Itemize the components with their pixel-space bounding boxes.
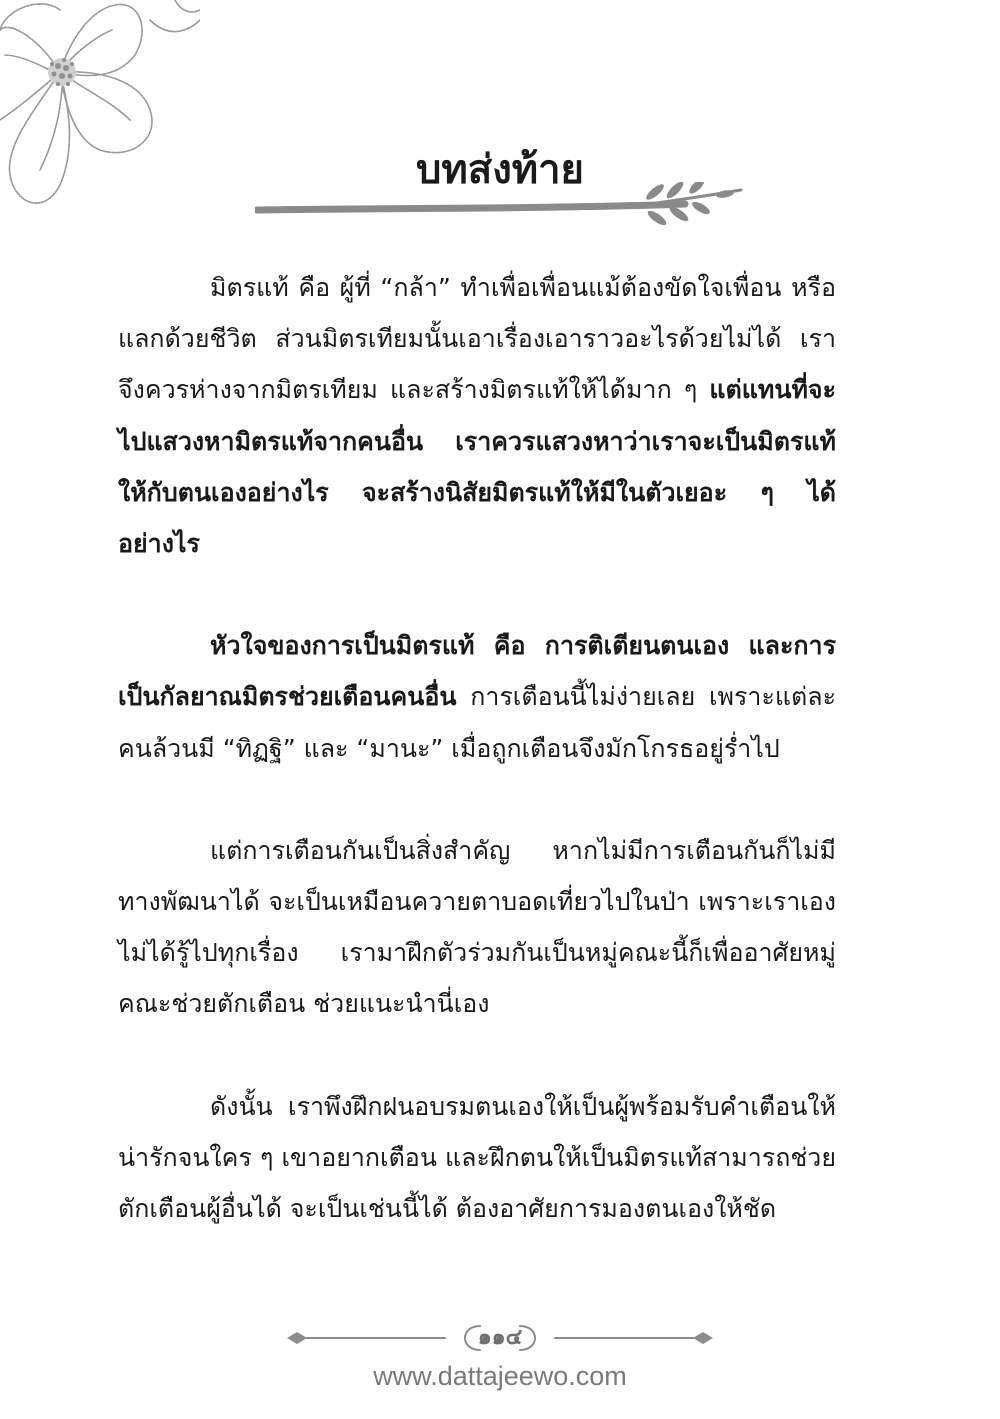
leaf-branch-ornament-icon — [255, 182, 745, 238]
page-number: ๑๑๔ — [477, 1325, 523, 1350]
paragraph-2-text: การเตือนนี้ไม่ง่ายเลย เพราะแต่ละคนล้วนมี “ทิฏฐิ” และ “มานะ” เมื่อถูกเตือนจึงมักโกรธอยู่ร่ำไป — [118, 682, 836, 763]
paragraph-1-text: มิตรแท้ คือ ผู้ที่ “กล้า” ทำเพื่อเพื่อนแม้ต้องขัดใจเพื่อน หรือแลกด้วยชีวิต ส่วนมิตรเทียมนั้นเอาเรื่องเอาราวอะไรด้วยไม่ได้ เราจึงควรห่างจากมิตรเทียม และสร้างมิตรแท้ให้ได้มาก ๆ — [118, 273, 836, 405]
paragraph-3-text: แต่การเตือนกันเป็นสิ่งสำคัญ หากไม่มีการเตือนกันก็ไม่มีทางพัฒนาได้ จะเป็นเหมือนควายตาบอดเที่ยวไปในป่า เพราะเราเองไม่ได้รู้ไปทุกเรื่อง เรามาฝึกตัวร่วมกันเป็นหมู่คณะนี้ก็เพื่ออาศัยหมู่คณะช่วยตักเตือน ช่วยแนะนำนี่เอง — [118, 835, 836, 1019]
page-title: บทส่งท้าย — [416, 147, 584, 193]
paragraph-4 — [118, 1081, 836, 1235]
paragraph-2-bold-text: หัวใจของการเป็นมิตรแท้ คือ การติเตียนตนเอง และการเป็นกัลยาณมิตรช่วยเตือนคนอื่น — [118, 631, 836, 712]
website-link[interactable]: www.dattajeewo.com — [373, 1361, 627, 1391]
paragraph-1-bold-text: แต่แทนที่จะไปแสวงหามิตรแท้จากคนอื่น เราควรแสวงหาว่าเราจะเป็นมิตรแท้ให้กับตนเองอย่างไร จะสร้างนิสัยมิตรแท้ให้มีในตัวเยอะ ๆ ได้อย่างไร — [118, 375, 836, 559]
body-content — [118, 262, 836, 1285]
paragraph-1 — [118, 262, 836, 569]
paragraph-3 — [118, 825, 836, 1030]
paragraph-2 — [118, 620, 836, 774]
paragraph-4-text: ดังนั้น เราพึงฝึกฝนอบรมตนเองให้เป็นผู้พร้อมรับคำเตือนให้น่ารักจนใคร ๆ เขาอยากเตือน และฝึกตนให้เป็นมิตรแท้สามารถช่วยตักเตือนผู้อื่นได้ จะเป็นเช่นนี้ได้ ต้องอาศัยการมองตนเองให้ชัด — [118, 1091, 836, 1224]
